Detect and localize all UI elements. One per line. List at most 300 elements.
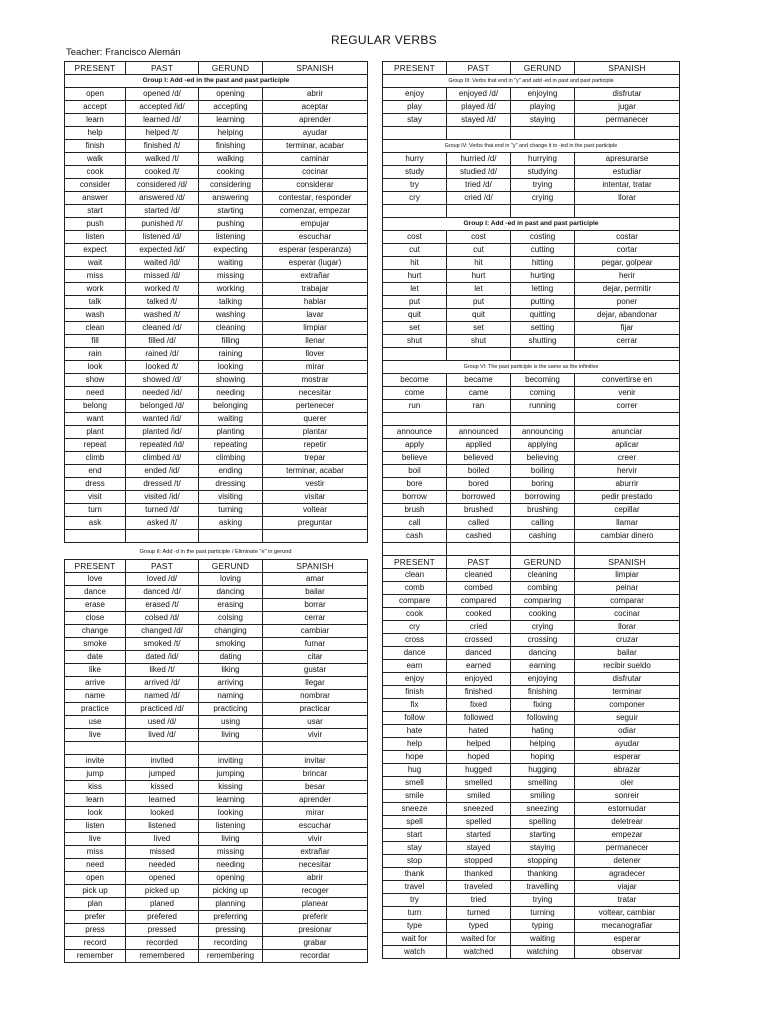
cell-gerund: looking [199, 361, 263, 374]
table-row [65, 426, 368, 439]
cell-past: filled /d/ [126, 335, 199, 348]
cell-gerund: dancing [199, 586, 263, 599]
right-verb-table [382, 61, 680, 959]
table-row [383, 179, 680, 192]
cell-past: studied /d/ [447, 166, 511, 179]
cell-spanish: disfrutar [575, 88, 680, 101]
table-row [383, 439, 680, 452]
cell-spanish: voltear, cambiar [575, 907, 680, 920]
cell-past: opened [126, 872, 199, 885]
cell-gerund [511, 205, 575, 218]
cell-gerund: needing [199, 387, 263, 400]
table-row [383, 153, 680, 166]
table-row [65, 153, 368, 166]
cell-gerund: boiling [511, 465, 575, 478]
cell-gerund: practicing [199, 703, 263, 716]
cell-gerund: thanking [511, 868, 575, 881]
cell-gerund: visiting [199, 491, 263, 504]
table-row [65, 599, 368, 612]
cell-present: need [65, 859, 126, 872]
cell-present: stop [383, 855, 447, 868]
cell-present: change [65, 625, 126, 638]
cell-gerund: erasing [199, 599, 263, 612]
cell-gerund: cooking [511, 608, 575, 621]
cell-gerund: loving [199, 573, 263, 586]
cell-past: earned [447, 660, 511, 673]
table-row [65, 309, 368, 322]
cell-present: need [65, 387, 126, 400]
cell-past: invited [126, 755, 199, 768]
cell-present: love [65, 573, 126, 586]
cell-present: cook [65, 166, 126, 179]
cell-spanish: citar [263, 651, 368, 664]
cell-spanish: fijar [575, 322, 680, 335]
cell-gerund: picking up [199, 885, 263, 898]
cell-past [447, 127, 511, 140]
cell-past: recorded [126, 937, 199, 950]
table-header-row [383, 62, 680, 75]
table-row [383, 608, 680, 621]
cell-present: bore [383, 478, 447, 491]
cell-gerund: finishing [199, 140, 263, 153]
cell-spanish: repetir [263, 439, 368, 452]
cell-past: walked /t/ [126, 153, 199, 166]
cell-past: wanted /id/ [126, 413, 199, 426]
cell-gerund: showing [199, 374, 263, 387]
cell-spanish: nombrar [263, 690, 368, 703]
cell-spanish: llegar [263, 677, 368, 690]
cell-spanish: ayudar [263, 127, 368, 140]
table-row [65, 911, 368, 924]
cell-present: belong [65, 400, 126, 413]
cell-past: learned [126, 794, 199, 807]
cell-present: quit [383, 309, 447, 322]
table-row [65, 374, 368, 387]
cell-gerund: waiting [199, 257, 263, 270]
cell-gerund: missing [199, 270, 263, 283]
cell-gerund: finishing [511, 686, 575, 699]
table-row [383, 842, 680, 855]
cell-spanish: esperar [575, 751, 680, 764]
cell-present: type [383, 920, 447, 933]
table-row [65, 586, 368, 599]
cell-past [447, 543, 511, 556]
cell-spanish: esperar [575, 933, 680, 946]
cell-past: hugged [447, 764, 511, 777]
cell-past: lived /d/ [126, 729, 199, 742]
cell-present: jump [65, 768, 126, 781]
cell-spanish: borrar [263, 599, 368, 612]
cell-past: smoked /t/ [126, 638, 199, 651]
cell-present: cut [383, 244, 447, 257]
table-row [65, 127, 368, 140]
cell-spanish: venir [575, 387, 680, 400]
cell-past: hurried /d/ [447, 153, 511, 166]
cell-spanish: terminar, acabar [263, 465, 368, 478]
cell-past: hoped [447, 751, 511, 764]
cell-past: looked [126, 807, 199, 820]
cell-gerund: dating [199, 651, 263, 664]
cell-spanish: jugar [575, 101, 680, 114]
cell-present: erase [65, 599, 126, 612]
cell-gerund: opening [199, 872, 263, 885]
cell-present: repeat [65, 439, 126, 452]
cell-spanish: considerar [263, 179, 368, 192]
table-row [65, 651, 368, 664]
table-row [383, 881, 680, 894]
cell-gerund: asking [199, 517, 263, 530]
cell-present: press [65, 924, 126, 937]
cell-gerund: calling [511, 517, 575, 530]
cell-present: live [65, 729, 126, 742]
table-row [65, 573, 368, 586]
cell-present: borrow [383, 491, 447, 504]
cell-spanish: planear [263, 898, 368, 911]
cell-gerund: letting [511, 283, 575, 296]
cell-past: thanked [447, 868, 511, 881]
cell-present: record [65, 937, 126, 950]
cell-present: cross [383, 634, 447, 647]
cell-spanish: ayudar [575, 738, 680, 751]
table-row [65, 781, 368, 794]
cell-gerund: pushing [199, 218, 263, 231]
cell-past: turned /d/ [126, 504, 199, 517]
cell-present: hug [383, 764, 447, 777]
cell-past: turned [447, 907, 511, 920]
cell-past: accepted /id/ [126, 101, 199, 114]
cell-gerund: staying [511, 842, 575, 855]
cell-present: plant [65, 426, 126, 439]
cell-gerund: changing [199, 625, 263, 638]
cell-spanish: pegar, golpear [575, 257, 680, 270]
table-row [65, 270, 368, 283]
table-row [65, 517, 368, 530]
cell-past: dated /id/ [126, 651, 199, 664]
cell-past: jumped [126, 768, 199, 781]
cell-gerund: hitting [511, 257, 575, 270]
cell-gerund: dancing [511, 647, 575, 660]
header-gerund: GERUND [511, 62, 575, 75]
header-past: PAST [447, 556, 511, 569]
cell-present: start [383, 829, 447, 842]
cell-gerund: watching [511, 946, 575, 959]
cell-past: enjoyed /d/ [447, 88, 511, 101]
cell-spanish: usar [263, 716, 368, 729]
cell-spanish: necesitar [263, 859, 368, 872]
table-row [383, 621, 680, 634]
cell-spanish [575, 205, 680, 218]
cell-spanish: bailar [575, 647, 680, 660]
cell-gerund: filling [199, 335, 263, 348]
table-row [65, 625, 368, 638]
cell-past: helped [447, 738, 511, 751]
cell-spanish: mostrar [263, 374, 368, 387]
table-row [65, 872, 368, 885]
cell-present: believe [383, 452, 447, 465]
cell-spanish: brincar [263, 768, 368, 781]
cell-present: dance [65, 586, 126, 599]
cell-past: believed [447, 452, 511, 465]
cell-past: applied [447, 439, 511, 452]
cell-present: finish [383, 686, 447, 699]
cell-present: invite [65, 755, 126, 768]
cell-spanish [575, 348, 680, 361]
cell-past: hated [447, 725, 511, 738]
cell-past: talked /t/ [126, 296, 199, 309]
table-row [383, 660, 680, 673]
cell-past: sneezed [447, 803, 511, 816]
cell-present: open [65, 88, 126, 101]
cell-gerund: cleaning [511, 569, 575, 582]
cell-gerund: becoming [511, 374, 575, 387]
cell-gerund: quitting [511, 309, 575, 322]
cell-gerund: hugging [511, 764, 575, 777]
cell-spanish: cruzar [575, 634, 680, 647]
table-row [65, 413, 368, 426]
cell-spanish: sonreir [575, 790, 680, 803]
cell-spanish: disfrutar [575, 673, 680, 686]
table-row [65, 846, 368, 859]
cell-spanish: agradecer [575, 868, 680, 881]
table-row [65, 729, 368, 742]
table-row [383, 790, 680, 803]
cell-gerund: washing [199, 309, 263, 322]
cell-past: finished /t/ [126, 140, 199, 153]
cell-gerund: announcing [511, 426, 575, 439]
cell-spanish: escuchar [263, 820, 368, 833]
cell-gerund: planning [199, 898, 263, 911]
cell-gerund: hoping [511, 751, 575, 764]
cell-present: dance [383, 647, 447, 660]
cell-past: combed [447, 582, 511, 595]
header-spanish: SPANISH [263, 560, 368, 573]
cell-spanish: mecanografiar [575, 920, 680, 933]
cell-present [383, 348, 447, 361]
cell-gerund: considering [199, 179, 263, 192]
cell-gerund: kissing [199, 781, 263, 794]
cell-spanish: cambiar [263, 625, 368, 638]
cell-past: prefered [126, 911, 199, 924]
cell-spanish: preferir [263, 911, 368, 924]
table-row [383, 647, 680, 660]
cell-past [447, 413, 511, 426]
table-header-row [65, 560, 368, 573]
table-row [383, 270, 680, 283]
page-title: REGULAR VERBS [331, 33, 437, 47]
cell-spanish: cerrar [575, 335, 680, 348]
cell-spanish: empezar [575, 829, 680, 842]
cell-gerund: belonging [199, 400, 263, 413]
cell-past: cleaned /d/ [126, 322, 199, 335]
header-present: PRESENT [65, 62, 126, 75]
table-row [383, 712, 680, 725]
cell-spanish: detener [575, 855, 680, 868]
cell-gerund: costing [511, 231, 575, 244]
table-row [383, 777, 680, 790]
cell-present: enjoy [383, 88, 447, 101]
header-present: PRESENT [65, 560, 126, 573]
cell-spanish: viajar [575, 881, 680, 894]
cell-present: wait [65, 257, 126, 270]
table-row [383, 257, 680, 270]
cell-spanish: dejar, permitir [575, 283, 680, 296]
cell-spanish: querer [263, 413, 368, 426]
table-row [383, 491, 680, 504]
cell-past: announced [447, 426, 511, 439]
cell-gerund: living [199, 729, 263, 742]
cell-spanish: mirar [263, 807, 368, 820]
table-row [65, 166, 368, 179]
cell-past: called [447, 517, 511, 530]
cell-gerund: learning [199, 794, 263, 807]
cell-spanish: besar [263, 781, 368, 794]
table-row [383, 894, 680, 907]
table-row [65, 283, 368, 296]
header-gerund: GERUND [199, 62, 263, 75]
cell-present: listen [65, 820, 126, 833]
cell-present: hurry [383, 153, 447, 166]
cell-present: open [65, 872, 126, 885]
cell-present [383, 127, 447, 140]
cell-spanish: permanecer [575, 842, 680, 855]
cell-gerund: comparing [511, 595, 575, 608]
cell-past: watched [447, 946, 511, 959]
cell-gerund: coming [511, 387, 575, 400]
table-row [65, 205, 368, 218]
cell-spanish: vestir [263, 478, 368, 491]
cell-past: put [447, 296, 511, 309]
cell-gerund: playing [511, 101, 575, 114]
cell-past: used /d/ [126, 716, 199, 729]
cell-gerund: typing [511, 920, 575, 933]
cell-past: lived [126, 833, 199, 846]
cell-past: cried /d/ [447, 192, 511, 205]
cell-spanish: dejar, abandonar [575, 309, 680, 322]
table-row [383, 829, 680, 842]
cell-present: put [383, 296, 447, 309]
cell-gerund: crossing [511, 634, 575, 647]
cell-present: clean [383, 569, 447, 582]
table-row [383, 595, 680, 608]
table-row [65, 387, 368, 400]
table-row [383, 88, 680, 101]
group-heading: Group I: Add -ed in the past and past participle [65, 75, 368, 88]
cell-spanish: hablar [263, 296, 368, 309]
cell-present: brush [383, 504, 447, 517]
table-row [65, 664, 368, 677]
cell-past: typed [447, 920, 511, 933]
cell-spanish: empujar [263, 218, 368, 231]
cell-spanish: terminar, acabar [263, 140, 368, 153]
table-row [65, 478, 368, 491]
table-row [383, 582, 680, 595]
cell-present: prefer [65, 911, 126, 924]
cell-gerund: stopping [511, 855, 575, 868]
cell-spanish: preguntar [263, 517, 368, 530]
table-row [383, 322, 680, 335]
cell-present: accept [65, 101, 126, 114]
cell-past: brushed [447, 504, 511, 517]
cell-present: listen [65, 231, 126, 244]
cell-present: push [65, 218, 126, 231]
cell-spanish: llover [263, 348, 368, 361]
cell-gerund: planting [199, 426, 263, 439]
cell-spanish: recibir sueldo [575, 660, 680, 673]
table-row [383, 907, 680, 920]
cell-past: crossed [447, 634, 511, 647]
cell-spanish: voltear [263, 504, 368, 517]
header-present: PRESENT [383, 62, 447, 75]
cell-past: dressed /t/ [126, 478, 199, 491]
group-heading-row [383, 218, 680, 231]
cell-present: hate [383, 725, 447, 738]
cell-present: kiss [65, 781, 126, 794]
cell-spanish: comenzar, empezar [263, 205, 368, 218]
blank-row [383, 543, 680, 556]
cell-gerund: remembering [199, 950, 263, 963]
cell-spanish: poner [575, 296, 680, 309]
cell-spanish: abrazar [575, 764, 680, 777]
cell-spanish: aprender [263, 794, 368, 807]
cell-present: turn [65, 504, 126, 517]
cell-past: listened [126, 820, 199, 833]
cell-present: let [383, 283, 447, 296]
cell-gerund: expecting [199, 244, 263, 257]
cell-past: named /d/ [126, 690, 199, 703]
cell-present: come [383, 387, 447, 400]
cell-present: plan [65, 898, 126, 911]
header-past: PAST [126, 62, 199, 75]
cell-gerund: running [511, 400, 575, 413]
cell-present: end [65, 465, 126, 478]
cell-present: hope [383, 751, 447, 764]
cell-present: smell [383, 777, 447, 790]
table-row [65, 833, 368, 846]
cell-spanish: recoger [263, 885, 368, 898]
cell-past: learned /d/ [126, 114, 199, 127]
cell-gerund: walking [199, 153, 263, 166]
cell-gerund: hurrying [511, 153, 575, 166]
cell-present: play [383, 101, 447, 114]
cell-spanish [263, 530, 368, 543]
cell-spanish: abrir [263, 88, 368, 101]
table-row [65, 231, 368, 244]
table-row [65, 690, 368, 703]
cell-spanish: aprender [263, 114, 368, 127]
cell-past: borrowed [447, 491, 511, 504]
cell-spanish: anunciar [575, 426, 680, 439]
cell-past: repeated /id/ [126, 439, 199, 452]
table-row [383, 244, 680, 257]
cell-present: cook [383, 608, 447, 621]
cell-present: rain [65, 348, 126, 361]
cell-past: asked /t/ [126, 517, 199, 530]
cell-present: look [65, 361, 126, 374]
cell-past: became [447, 374, 511, 387]
cell-spanish: herir [575, 270, 680, 283]
table-row [383, 634, 680, 647]
cell-spanish: llorar [575, 621, 680, 634]
cell-gerund: helping [199, 127, 263, 140]
cell-spanish: presionar [263, 924, 368, 937]
cell-past: smiled [447, 790, 511, 803]
table-row [383, 231, 680, 244]
cell-present: pick up [65, 885, 126, 898]
cell-past: needed [126, 859, 199, 872]
table-header-row [383, 556, 680, 569]
table-row [383, 569, 680, 582]
table-row [383, 192, 680, 205]
